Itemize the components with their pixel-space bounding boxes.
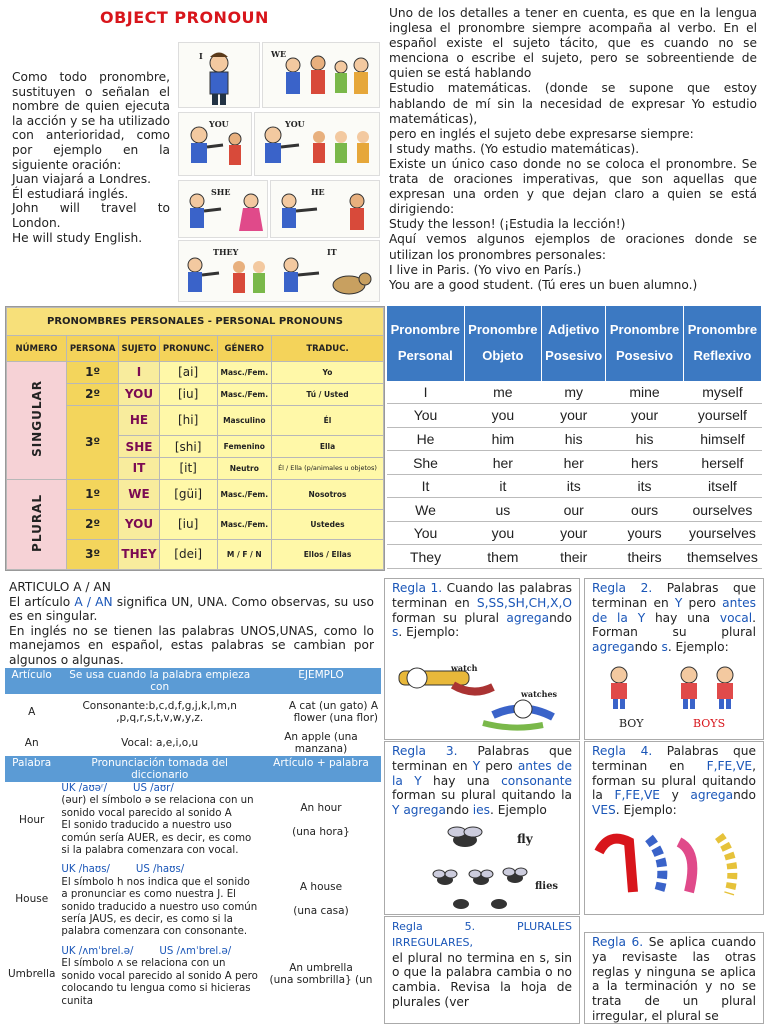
pronunciation-cell: UK /haʊs/ US /haʊs/ El símbolo h nos indica que el sonido a pronunciar es como nuestra J. El sonido traducido a nuestro uso común sería JAUS, es decir, es como si la palabra comenzara con consonante. [61,864,258,938]
flies-label: flies [535,881,559,892]
sujeto-cell: HE [119,405,159,435]
pronoun-cell: his [542,427,606,451]
pronoun-cell: our [542,498,606,522]
table-title: PRONOMBRES PERSONALES - PERSONAL PRONOUNS [7,308,384,336]
gender-cell: Masc./Fem. [217,509,271,539]
gender-cell: Masc./Fem. [217,383,271,405]
article-section [9,580,374,668]
pronoun-cell: yourselves [683,521,761,545]
column-header: TRADUC. [272,336,384,362]
explanation-line: You are a good student. (Tú eres un buen alumno.) [389,277,698,292]
table-row [387,404,762,428]
sujeto-cell: WE [119,479,159,509]
persona-cell: 2º [67,383,119,405]
pronoun-cell: its [606,474,684,498]
explanation-line: I study maths. (Yo estudio matemáticas). [389,141,640,156]
sujeto-cell: I [119,362,159,384]
scarves-icon [589,822,759,912]
table-row [5,858,381,939]
column-header: GÉNERO [217,336,271,362]
pronunciation-cell: [dei] [159,539,217,569]
pronoun-cell: it [464,474,542,498]
table-row [387,521,762,545]
word-cell: House [15,893,49,906]
column-header: Pronombre Objeto [464,306,542,381]
pointing-group-icon [255,113,379,175]
sujeto-cell: IT [119,457,159,479]
pronoun-cell: mine [606,381,684,404]
table-row [387,427,762,451]
usage-cell: Consonante:b,c,d,f,g,j,k,l,m,n ,p,q,r,s,t,v,w,y,z. [82,700,237,724]
explanation-line: Study the lesson! (¡Estudia la lección!) [389,217,626,232]
intro-line: He will study English. [12,230,143,245]
pronoun-cell: They [387,545,464,569]
translation-cell: Ellos / Ellas [272,539,384,569]
explanation-line: Uno de los detalles a tener en cuenta, es que en la lengua inglesa el pronombre siempre acompaña al verbo. En el español existe el sujeto tácito, que es cuando no se menciona o escribe el sujeto, pero se sobreentiende de quien se está hablando [389,6,757,81]
translation-cell: Ella [272,436,384,458]
pronoun-cell: yours [606,521,684,545]
gender-cell: Masc./Fem. [217,362,271,384]
pronunciation-cell: [it] [159,457,217,479]
boy-figure-icon [179,43,259,107]
pronoun-cell: her [464,451,542,475]
column-header: Artículo [5,668,58,694]
pronunciation-cell: UK /ʌmˈbrel.ə/ US /ʌmˈbrel.ə/ El símbolo ʌ se relaciona con un sonido vocal parecido al sonido A pero colocando tu lengua como si hicieras cunita [61,945,258,1007]
explanation-line: Estudio matemáticas. (donde se supone que estoy hablando de mí sin la necesidad de expresar Yo estudio matemáticas), [389,81,757,126]
gender-cell: Masc./Fem. [217,479,271,509]
pronunciation-cell: [iu] [159,383,217,405]
pronoun-cell: themselves [683,545,761,569]
explanation-line: Existe un único caso donde no se coloca el pronombre. Se trata de oraciones imperativas, que son aquellas que expresan una orden y que dejan claro a quien se está dirigiendo: [389,156,757,217]
rule-6-box: Regla 6. Se aplica cuando ya revisaste las otras reglas y ninguna se aplica a la terminación y no se trata de un plural irregular, el plural se [584,932,764,1024]
boys-icon [595,663,755,713]
pronoun-cell: its [542,474,606,498]
gender-cell: Femenino [217,436,271,458]
article-heading: ARTICULO A / AN [9,580,111,594]
panel-you-2 [254,112,380,176]
pronoun-cell: itself [683,474,761,498]
panel-we [262,42,380,108]
label-it: IT [327,247,337,257]
translation-cell: Tú / Usted [272,383,384,405]
explanation-line: pero en inglés el sujeto debe expresarse siempre: [389,126,694,141]
column-header: PRONUNC. [159,336,217,362]
example-cell: An hour (una hora} [292,802,350,839]
boys-label: BOYS [693,717,726,730]
word-cell: Hour [19,814,45,827]
pointing-boy-icon [271,181,379,237]
personal-pronouns-table [5,306,385,571]
pronoun-cell: theirs [606,545,684,569]
table-row [5,940,381,1009]
column-header: Adjetivo Posesivo [542,306,606,381]
rule-4-box: Regla 4. Palabras que terminan en F,FE,VE, forman su plural quitando la F,FE,VE y agregando VES. Ejemplo: [584,741,764,915]
table-row [5,782,381,858]
table-row [7,479,384,509]
sujeto-cell: YOU [119,383,159,405]
translation-cell: Ustedes [272,509,384,539]
pronoun-cell: yourself [683,404,761,428]
label-they: THEY [213,247,239,257]
table-row [5,694,381,730]
table-row [387,451,762,475]
table-row [7,362,384,384]
pronoun-cell: his [606,427,684,451]
label-you: YOU [285,119,305,129]
pronoun-cell: their [542,545,606,569]
panel-she [178,180,268,238]
pronoun-cell: You [387,521,464,545]
table-row [387,381,762,404]
pronoun-cell: She [387,451,464,475]
pronunciation-cell: [ai] [159,362,217,384]
pronoun-cell: your [542,404,606,428]
translation-cell: Él [272,405,384,435]
column-header: Se usa cuando la palabra empieza con [58,668,261,694]
article-paragraph: En inglés no se tienen las palabras UNOS,UNAS, como lo manejamos en español, estas palabras se cambian por algunos o algunas. [9,623,374,667]
rule-1-box: Regla 1. Cuando las palabras terminan en S,SS,SH,CH,X,O forman su plural agregando s. Ejemplo: watch watches [384,578,580,740]
pronoun-cell: It [387,474,464,498]
label-we: WE [271,49,287,59]
gender-cell: Neutro [217,457,271,479]
number-cell [7,479,67,569]
article-usage-table [5,668,381,1009]
singular-label: SINGULAR [29,380,44,458]
number-cell [7,362,67,480]
intro-line: Juan viajará a Londres. [12,172,151,187]
table-row [387,545,762,569]
column-header: Pronunciación tomada del diccionario [58,756,261,782]
pronoun-cell: us [464,498,542,522]
sujeto-cell: YOU [119,509,159,539]
panel-you-1 [178,112,252,176]
rule-2-box: Regla 2. Palabras que terminan en Y pero antes de la Y hay una vocal. Forman su plural agregando s. Ejemplo: BOY BOYS [584,578,764,740]
persona-cell: 3º [67,539,119,569]
pronunciation-cell: [güi] [159,479,217,509]
example-cell: A cat (un gato) A flower (una flor) [288,700,378,724]
pronoun-cell: your [542,521,606,545]
persona-cell: 1º [67,362,119,384]
they-it-figures-icon [179,241,379,301]
gender-cell: M / F / N [217,539,271,569]
pronoun-cell: you [464,404,542,428]
label-he: HE [311,187,325,197]
intro-line: Él estudiará inglés. [12,186,129,201]
rule-3-box: Regla 3. Palabras que terminan en Y pero antes de la Y hay una consonante forman su plural quitando la Y agregando ies. Ejemplo fly flies [384,741,580,915]
explanation-text [389,6,757,293]
translation-cell: Yo [272,362,384,384]
boy-label: BOY [619,717,644,730]
column-header: Palabra [5,756,58,782]
pronoun-cell: your [606,404,684,428]
pronoun-cell: myself [683,381,761,404]
column-header: NÚMERO [7,336,67,362]
page-title: OBJECT PRONOUN [100,8,269,27]
persona-cell: 2º [67,509,119,539]
sujeto-cell: SHE [119,436,159,458]
pronoun-cell: you [464,521,542,545]
example-cell: An apple (una manzana) [284,731,358,755]
intro-line: John will travel to London. [12,201,170,230]
column-header: PERSONA [67,336,119,362]
pronoun-cell: him [464,427,542,451]
pronoun-cell: ours [606,498,684,522]
pronoun-cell: hers [606,451,684,475]
article-cell: An [24,737,39,749]
column-header: EJEMPLO [261,668,381,694]
watches-label: watches [521,689,558,699]
pronunciation-cell: [iu] [159,509,217,539]
persona-cell: 1º [67,479,119,509]
pronoun-cell: He [387,427,464,451]
pronunciation-cell: [hi] [159,405,217,435]
pronoun-cell: herself [683,451,761,475]
pronoun-cell: my [542,381,606,404]
gender-cell: Masculino [217,405,271,435]
pronoun-forms-table [387,306,762,569]
fly-label: fly [517,832,533,846]
column-header: Pronombre Posesivo [606,306,684,381]
column-header: Pronombre Reflexivo [683,306,761,381]
intro-line: Como todo pronombre, sustituyen o señalan el nombre de quien ejecuta la acción y se ha utilizado con anterioridad, como por ejemplo en la siguiente oración: [12,70,170,172]
column-header: SUJETO [119,336,159,362]
table-row [387,474,762,498]
panel-they-it [178,240,380,302]
column-header: Pronombre Personal [387,306,464,381]
pronunciation-cell: [shi] [159,436,217,458]
table-row [5,730,381,756]
article-cell: A [28,706,36,718]
panel-i [178,42,260,108]
rule-5-box: Regla 5. PLURALES IRREGULARES, el plural no termina en s, sin o que la palabra cambia o no cambia. Revisa la hoja de plurales (ver [384,916,580,1024]
word-cell: Umbrella [8,968,56,981]
pronoun-cell: her [542,451,606,475]
sujeto-cell: THEY [119,539,159,569]
watch-label: watch [451,663,478,673]
pronunciation-cell: UK /aʊəʳ/ US /aʊr/ (əur) el símbolo ə se relaciona con un sonido vocal parecido al sonido A El sonido traducido a nuestro uso común sería AUER, es decir, es como si la palabra comenzara con vocal. [61,783,254,857]
usage-cell: Vocal: a,e,i,o,u [121,737,199,749]
explanation-line: I live in Paris. (Yo vivo en París.) [389,262,582,277]
pronoun-cell: me [464,381,542,404]
panel-he [270,180,380,238]
pronoun-cell: I [387,381,464,404]
intro-text [12,70,170,245]
pronoun-cell: You [387,404,464,428]
translation-cell: Él / Ella (p/animales u objetos) [272,457,384,479]
explanation-line: Aquí vemos algunos ejemplos de oraciones donde se utilizan los pronombres personales: [389,232,757,262]
pronoun-cell: ourselves [683,498,761,522]
persona-cell: 3º [67,405,119,479]
label-she: SHE [211,187,231,197]
example-cell: A house (una casa) [293,881,349,918]
article-paragraph: El artículo A / AN significa UN, UNA. Como observas, su uso es en singular. [9,594,374,624]
pronoun-cell: We [387,498,464,522]
translation-cell: Nosotros [272,479,384,509]
table-row [387,498,762,522]
flies-icon [405,816,585,916]
column-header: Artículo + palabra [261,756,381,782]
plural-label: PLURAL [29,493,44,552]
label-you: YOU [209,119,229,129]
pronoun-illustration [178,40,380,302]
pronoun-cell: them [464,545,542,569]
pronoun-cell: himself [683,427,761,451]
example-cell: An umbrella (una sombrilla} (un [269,962,373,987]
label-i: I [199,51,203,61]
